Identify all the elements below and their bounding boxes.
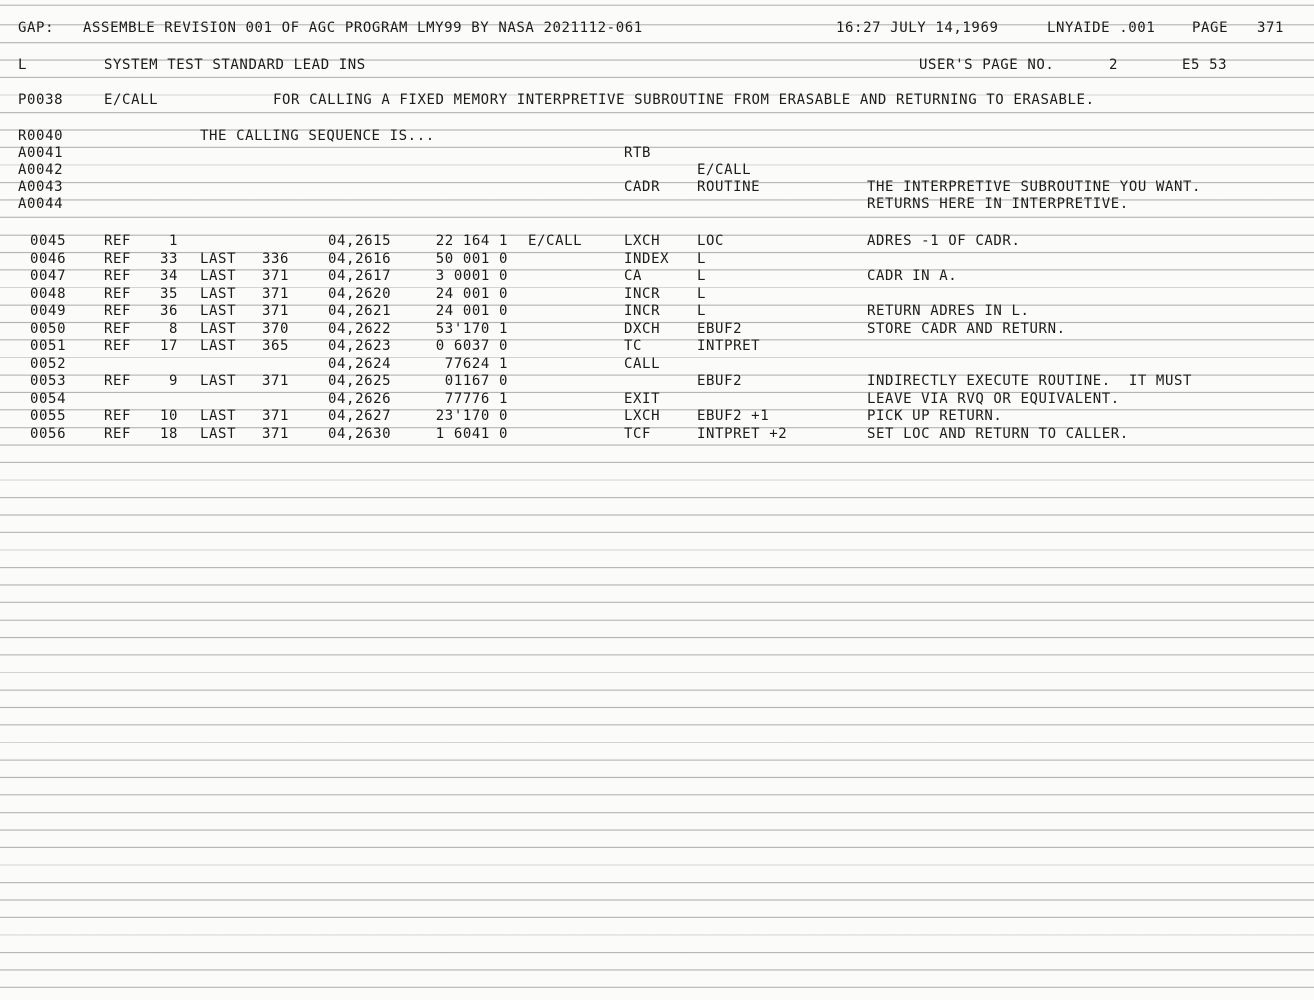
ref-label: REF <box>104 250 132 267</box>
last-label: LAST <box>200 408 237 424</box>
code-line <box>0 232 1314 250</box>
header-line <box>0 19 1314 37</box>
memory-address: 04,2617 <box>328 268 392 284</box>
operand: L <box>697 303 707 319</box>
remark-text: THE CALLING SEQUENCE IS... <box>200 128 435 144</box>
ref-label: REF <box>104 408 132 424</box>
opcode: INDEX <box>624 250 670 267</box>
code-line <box>0 337 1314 355</box>
line-number: 0045 <box>30 233 67 249</box>
comment: ADRES -1 OF CADR. <box>867 233 1021 249</box>
last-label: LAST <box>200 303 237 319</box>
code-label: E/CALL <box>528 233 583 249</box>
last-label: LAST <box>200 373 237 389</box>
line-number: A0044 <box>18 196 64 212</box>
comment: RETURN ADRES IN L. <box>867 303 1030 319</box>
users-page-label: USER'S PAGE NO. <box>919 57 1055 73</box>
code-line <box>0 250 1314 268</box>
ref-count: 34 <box>159 268 178 284</box>
listing-flag: L <box>18 57 28 73</box>
last-label: LAST <box>200 285 237 302</box>
calling-seq-line <box>0 161 1314 179</box>
octal-word: 24 001 0 <box>435 303 508 319</box>
page-label: PAGE <box>1192 20 1229 36</box>
line-number: 0054 <box>30 390 67 407</box>
octal-word: 24 001 0 <box>435 285 508 302</box>
operand: L <box>697 268 707 284</box>
octal-word: 53'170 1 <box>435 320 508 337</box>
code-line <box>0 407 1314 425</box>
line-number: 0049 <box>30 303 67 319</box>
ref-count: 8 <box>168 320 178 337</box>
line-number: 0055 <box>30 408 67 424</box>
memory-address: 04,2615 <box>328 233 392 249</box>
operand: EBUF2 +1 <box>697 408 770 424</box>
octal-word: 1 6041 0 <box>435 425 508 442</box>
opcode: CA <box>624 268 643 284</box>
calling-seq-line <box>0 178 1314 196</box>
ref-label: REF <box>104 320 132 337</box>
last-label: LAST <box>200 320 237 337</box>
last-page: 371 <box>262 285 290 302</box>
octal-word: 50 001 0 <box>435 250 508 267</box>
comment: STORE CADR AND RETURN. <box>867 320 1066 337</box>
memory-address: 04,2621 <box>328 303 392 319</box>
comment: PICK UP RETURN. <box>867 408 1003 424</box>
last-page: 371 <box>262 268 290 284</box>
operand: ROUTINE <box>697 179 761 195</box>
line-number: 0050 <box>30 320 67 337</box>
code-line <box>0 285 1314 303</box>
memory-address: 04,2626 <box>328 390 392 407</box>
subheader-line <box>0 56 1314 74</box>
code-line <box>0 267 1314 285</box>
code-line <box>0 425 1314 443</box>
last-page: 371 <box>262 425 290 442</box>
opcode: TC <box>624 338 643 354</box>
octal-word: 77624 1 <box>444 355 508 372</box>
memory-address: 04,2616 <box>328 250 392 267</box>
octal-word: 3 0001 0 <box>435 268 508 284</box>
line-number: 0056 <box>30 425 67 442</box>
code-line <box>0 355 1314 373</box>
line-number: 0053 <box>30 373 67 389</box>
operand: INTPRET +2 <box>697 425 788 442</box>
ref-label: REF <box>104 425 132 442</box>
memory-address: 04,2624 <box>328 355 392 372</box>
calling-seq-line <box>0 127 1314 145</box>
assembly-datetime: 16:27 JULY 14,1969 <box>836 20 999 36</box>
line-number: A0043 <box>18 179 64 195</box>
opcode: LXCH <box>624 408 661 424</box>
last-page: 371 <box>262 408 290 424</box>
ref-count: 35 <box>159 285 178 302</box>
code-line <box>0 372 1314 390</box>
last-label: LAST <box>200 338 237 354</box>
ref-label: REF <box>104 303 132 319</box>
opcode: RTB <box>624 145 652 161</box>
line-number: 0047 <box>30 268 67 284</box>
routine-description: FOR CALLING A FIXED MEMORY INTERPRETIVE SUBROUTINE FROM ERASABLE AND RETURNING TO ERASABLE. <box>273 92 1095 108</box>
line-number: R0040 <box>18 128 64 144</box>
ref-count: 1 <box>168 233 178 249</box>
comment: RETURNS HERE IN INTERPRETIVE. <box>867 196 1129 212</box>
last-page: 370 <box>262 320 290 337</box>
operand: LOC <box>697 233 725 249</box>
page-code: E5 53 <box>1182 57 1228 73</box>
last-page: 365 <box>262 338 290 354</box>
line-number: 0052 <box>30 355 67 372</box>
octal-word: 22 164 1 <box>435 233 508 249</box>
memory-address: 04,2620 <box>328 285 392 302</box>
line-p0038 <box>0 91 1314 109</box>
ref-label: REF <box>104 233 132 249</box>
opcode: TCF <box>624 425 652 442</box>
calling-seq-line <box>0 195 1314 213</box>
code-line <box>0 390 1314 408</box>
octal-word: 0 6037 0 <box>435 338 508 354</box>
line-number: A0041 <box>18 145 64 161</box>
operand: L <box>697 285 707 302</box>
line-number: A0042 <box>18 162 64 178</box>
last-label: LAST <box>200 250 237 267</box>
comment: INDIRECTLY EXECUTE ROUTINE. IT MUST <box>867 373 1193 389</box>
operand: L <box>697 250 707 267</box>
code-line <box>0 320 1314 338</box>
opcode: CADR <box>624 179 661 195</box>
line-number: 0051 <box>30 338 67 354</box>
ref-count: 18 <box>159 425 178 442</box>
line-number: 0048 <box>30 285 67 302</box>
operand: EBUF2 <box>697 373 743 389</box>
ref-count: 33 <box>159 250 178 267</box>
page-number: 371 <box>1257 20 1285 36</box>
last-label: LAST <box>200 425 237 442</box>
memory-address: 04,2627 <box>328 408 392 424</box>
octal-word: 01167 0 <box>444 373 508 389</box>
memory-address: 04,2622 <box>328 320 392 337</box>
ref-count: 17 <box>159 338 178 354</box>
octal-word: 77776 1 <box>444 390 508 407</box>
ref-count: 36 <box>159 303 178 319</box>
assembly-title: ASSEMBLE REVISION 001 OF AGC PROGRAM LMY99 BY NASA 2021112-061 <box>83 20 643 36</box>
operand: E/CALL <box>697 162 752 178</box>
ref-label: REF <box>104 285 132 302</box>
last-page: 371 <box>262 373 290 389</box>
memory-address: 04,2630 <box>328 425 392 442</box>
memory-address: 04,2623 <box>328 338 392 354</box>
comment: LEAVE VIA RVQ OR EQUIVALENT. <box>867 390 1120 407</box>
opcode: LXCH <box>624 233 661 249</box>
log-section-title: SYSTEM TEST STANDARD LEAD INS <box>104 57 366 73</box>
comment: THE INTERPRETIVE SUBROUTINE YOU WANT. <box>867 179 1202 195</box>
operand: INTPRET <box>697 338 761 354</box>
ref-label: REF <box>104 338 132 354</box>
ref-count: 10 <box>159 408 178 424</box>
ref-label: REF <box>104 373 132 389</box>
opcode: DXCH <box>624 320 661 337</box>
routine-label: E/CALL <box>104 92 159 108</box>
code-line <box>0 302 1314 320</box>
opcode: INCR <box>624 303 661 319</box>
comment: SET LOC AND RETURN TO CALLER. <box>867 425 1129 442</box>
opcode: INCR <box>624 285 661 302</box>
ref-count: 9 <box>168 373 178 389</box>
line-number: 0046 <box>30 250 67 267</box>
last-label: LAST <box>200 268 237 284</box>
memory-address: 04,2625 <box>328 373 392 389</box>
comment: CADR IN A. <box>867 268 958 284</box>
assembly-ident: LNYAIDE .001 <box>1047 20 1156 36</box>
ref-label: REF <box>104 268 132 284</box>
gap-label: GAP: <box>18 20 55 36</box>
operand: EBUF2 <box>697 320 743 337</box>
users-page-number: 2 <box>1109 57 1119 73</box>
last-page: 371 <box>262 303 290 319</box>
calling-seq-line <box>0 144 1314 162</box>
opcode: CALL <box>624 355 661 372</box>
opcode: EXIT <box>624 390 661 407</box>
octal-word: 23'170 0 <box>435 408 508 424</box>
line-number: P0038 <box>18 92 64 108</box>
last-page: 336 <box>262 250 290 267</box>
